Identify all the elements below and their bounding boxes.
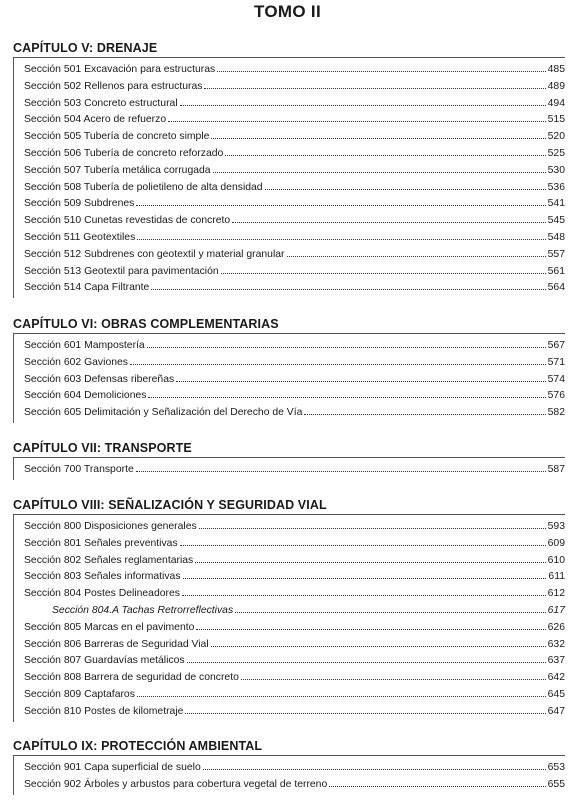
toc-entry-page: 582: [547, 407, 565, 419]
dot-leader: [232, 211, 545, 223]
toc-entry-page: 571: [547, 356, 565, 368]
toc-entry-title: Sección 514 Capa Filtrante: [24, 282, 150, 294]
toc-entry-page: 612: [547, 588, 565, 600]
toc-entry-title: Sección 810 Postes de kilometraje: [24, 705, 184, 717]
toc-entry-title: Sección 508 Tubería de polietileno de alta densidad: [24, 181, 263, 193]
chapter-v: [13, 40, 565, 298]
toc-entry-page: 525: [547, 147, 565, 159]
dot-leader: [180, 534, 546, 546]
dot-leader: [176, 370, 545, 382]
toc-entry-title: Sección 804 Postes Delineadores: [24, 588, 180, 600]
toc-entry: [24, 370, 565, 387]
toc-entry: [24, 651, 565, 668]
toc-entry-page: 647: [547, 705, 565, 717]
toc-entry-title: Sección 504 Acero de refuerzo: [24, 114, 167, 126]
toc-entry-title: Sección 505 Tubería de concreto simple: [24, 131, 210, 143]
toc-entry-page: 574: [547, 373, 565, 385]
toc-entry: [24, 211, 565, 228]
toc-entry-page: 645: [547, 688, 565, 700]
toc-entry: [24, 178, 565, 195]
toc-entry-title: Sección 801 Señales preventivas: [24, 537, 178, 549]
toc-entry-page: 653: [547, 762, 565, 773]
chapter-title: CAPÍTULO VIII: SEÑALIZACIÓN Y SEGURIDAD VIAL: [13, 497, 565, 515]
toc-entry-title: Sección 603 Defensas ribereñas: [24, 373, 175, 385]
dot-leader: [235, 601, 546, 613]
dot-leader: [203, 758, 546, 770]
dot-leader: [137, 685, 546, 697]
dot-leader: [225, 144, 545, 156]
toc-entry-page: 561: [547, 265, 565, 277]
toc-entry-page: 485: [547, 64, 565, 75]
toc-entry-title: Sección 602 Gaviones: [24, 356, 128, 368]
toc-entry-page: 530: [547, 164, 565, 176]
toc-entry: [24, 517, 565, 534]
dot-leader: [148, 386, 545, 398]
toc-entry-page: 536: [547, 181, 565, 193]
dot-leader: [241, 668, 546, 680]
dot-leader: [195, 551, 545, 563]
toc-entry: [24, 228, 565, 245]
chapter-title: CAPÍTULO VII: TRANSPORTE: [13, 440, 565, 458]
dot-leader: [137, 228, 545, 240]
dot-leader: [265, 178, 546, 190]
chapter-entries: [13, 756, 565, 795]
dot-leader: [185, 702, 545, 714]
toc-entry-title: Sección 513 Geotextil para pavimentación: [24, 265, 219, 277]
dot-leader: [221, 262, 546, 274]
toc-entry-title: Sección 507 Tubería metálica corrugada: [24, 164, 211, 176]
dot-leader: [136, 460, 546, 472]
toc-entry-page: 494: [547, 97, 565, 109]
toc-entry: [24, 110, 565, 127]
toc-entry-title: Sección 501 Excavación para estructuras: [24, 64, 216, 75]
chapter-ix: [13, 738, 565, 795]
toc-entry-title: Sección 800 Disposiciones generales: [24, 521, 197, 532]
dot-leader: [130, 353, 546, 365]
toc-entry-title: Sección 901 Capa superficial de suelo: [24, 762, 201, 773]
toc-entry-page: 548: [547, 231, 565, 243]
chapter-title: CAPÍTULO VI: OBRAS COMPLEMENTARIAS: [13, 316, 565, 334]
toc-entry: [24, 460, 565, 477]
toc-entry: [24, 144, 565, 161]
dot-leader: [183, 567, 547, 579]
toc-entry: [24, 161, 565, 178]
toc-entry-title: Sección 902 Árboles y arbustos para cobertura vegetal de terreno: [24, 778, 328, 790]
toc-entry: [24, 278, 565, 295]
chapter-viii: [13, 497, 565, 722]
dot-leader: [287, 245, 546, 257]
toc-entry-title: Sección 807 Guardavías metálicos: [24, 655, 185, 667]
toc-entry: [24, 775, 565, 792]
toc-entry-page: 593: [547, 521, 565, 532]
toc-entry-page: 626: [547, 621, 565, 633]
tome-title: TOMO II: [254, 2, 321, 21]
toc-entry: [24, 551, 565, 568]
dot-leader: [180, 94, 546, 106]
toc-entry-page: 609: [547, 537, 565, 549]
chapter-vii: [13, 440, 565, 480]
toc-entry-title: Sección 803 Señales informativas: [24, 571, 181, 583]
toc-entry-page: 587: [547, 464, 565, 475]
toc-entry-page: 637: [547, 655, 565, 667]
dot-leader: [147, 336, 546, 348]
toc-entry: [24, 534, 565, 551]
toc-entry: [24, 77, 565, 94]
dot-leader: [199, 517, 546, 529]
chapter-title: CAPÍTULO V: DRENAJE: [13, 40, 565, 58]
dot-leader: [168, 110, 546, 122]
toc-entry-title: Sección 605 Delimitación y Señalización del Derecho de Vía: [24, 407, 303, 419]
toc-entry-title: Sección 700 Transporte: [24, 464, 134, 475]
dot-leader: [329, 775, 545, 787]
toc-entry-title: Sección 802 Señales reglamentarias: [24, 554, 194, 566]
toc-entry-page: 610: [547, 554, 565, 566]
toc-entry-title: Sección 809 Captafaros: [24, 688, 135, 700]
toc-entry: [24, 262, 565, 279]
chapter-entries: [13, 58, 565, 298]
toc-entry-page: 520: [547, 131, 565, 143]
toc-entry-title: Sección 512 Subdrenes con geotextil y material granular: [24, 248, 285, 260]
chapter-vi: [13, 316, 565, 423]
toc-entry-page: 642: [547, 672, 565, 684]
toc-entry: [24, 702, 565, 719]
dot-leader: [136, 194, 545, 206]
toc-entry: [24, 635, 565, 652]
toc-entry-page: 655: [547, 778, 565, 790]
dot-leader: [217, 60, 545, 72]
toc-entry-title: Sección 804.A Tachas Retrorreflectivas: [52, 604, 234, 616]
toc-entry-page: 489: [547, 80, 565, 92]
toc-entry-title: Sección 601 Mampostería: [24, 340, 145, 351]
toc-entry-title: Sección 604 Demoliciones: [24, 390, 147, 402]
toc-entry-title: Sección 808 Barrera de seguridad de concreto: [24, 672, 239, 684]
toc-entry-page: 611: [548, 571, 565, 583]
toc-entry: [24, 601, 565, 618]
toc-entry: [24, 403, 565, 420]
toc-entry: [24, 685, 565, 702]
dot-leader: [196, 618, 545, 630]
chapter-title: CAPÍTULO IX: PROTECCIÓN AMBIENTAL: [13, 738, 565, 756]
chapter-entries: [13, 515, 565, 722]
toc-entry: [24, 94, 565, 111]
dot-leader: [211, 127, 545, 139]
toc-entry-page: 576: [547, 390, 565, 402]
dot-leader: [304, 403, 545, 415]
toc-entry-title: Sección 806 Barreras de Seguridad Vial: [24, 638, 209, 650]
toc-entry: [24, 336, 565, 353]
toc-entry: [24, 245, 565, 262]
toc-entry-page: 617: [547, 604, 565, 616]
toc-entry-title: Sección 506 Tubería de concreto reforzado: [24, 147, 224, 159]
toc-entry-page: 545: [547, 215, 565, 227]
toc-entry: [24, 567, 565, 584]
dot-leader: [187, 651, 546, 663]
toc-entry: [24, 60, 565, 77]
toc-entry-title: Sección 509 Subdrenes: [24, 198, 135, 210]
toc-entry: [24, 386, 565, 403]
dot-leader: [151, 278, 545, 290]
toc-entry: [24, 618, 565, 635]
toc-entry: [24, 584, 565, 601]
toc-entry-page: 564: [547, 282, 565, 294]
toc-entry: [24, 668, 565, 685]
toc-entry-title: Sección 511 Geotextiles: [24, 231, 136, 243]
toc-entry-title: Sección 503 Concreto estructural: [24, 97, 178, 109]
toc-entry-page: 541: [547, 198, 565, 210]
chapter-entries: [13, 458, 565, 480]
toc-entry: [24, 758, 565, 775]
dot-leader: [211, 635, 546, 647]
toc-entry: [24, 353, 565, 370]
toc-entry-page: 515: [547, 114, 565, 126]
toc-entry-title: Sección 502 Rellenos para estructuras: [24, 80, 203, 92]
toc-entry-title: Sección 510 Cunetas revestidas de concreto: [24, 215, 231, 227]
dot-leader: [182, 584, 546, 596]
toc-entry: [24, 127, 565, 144]
toc-entry-title: Sección 805 Marcas en el pavimento: [24, 621, 195, 633]
chapter-entries: [13, 334, 565, 423]
toc-entry-page: 567: [547, 340, 565, 351]
dot-leader: [204, 77, 545, 89]
dot-leader: [213, 161, 546, 173]
toc-entry-page: 632: [547, 638, 565, 650]
toc-entry: [24, 194, 565, 211]
toc-entry-page: 557: [547, 248, 565, 260]
